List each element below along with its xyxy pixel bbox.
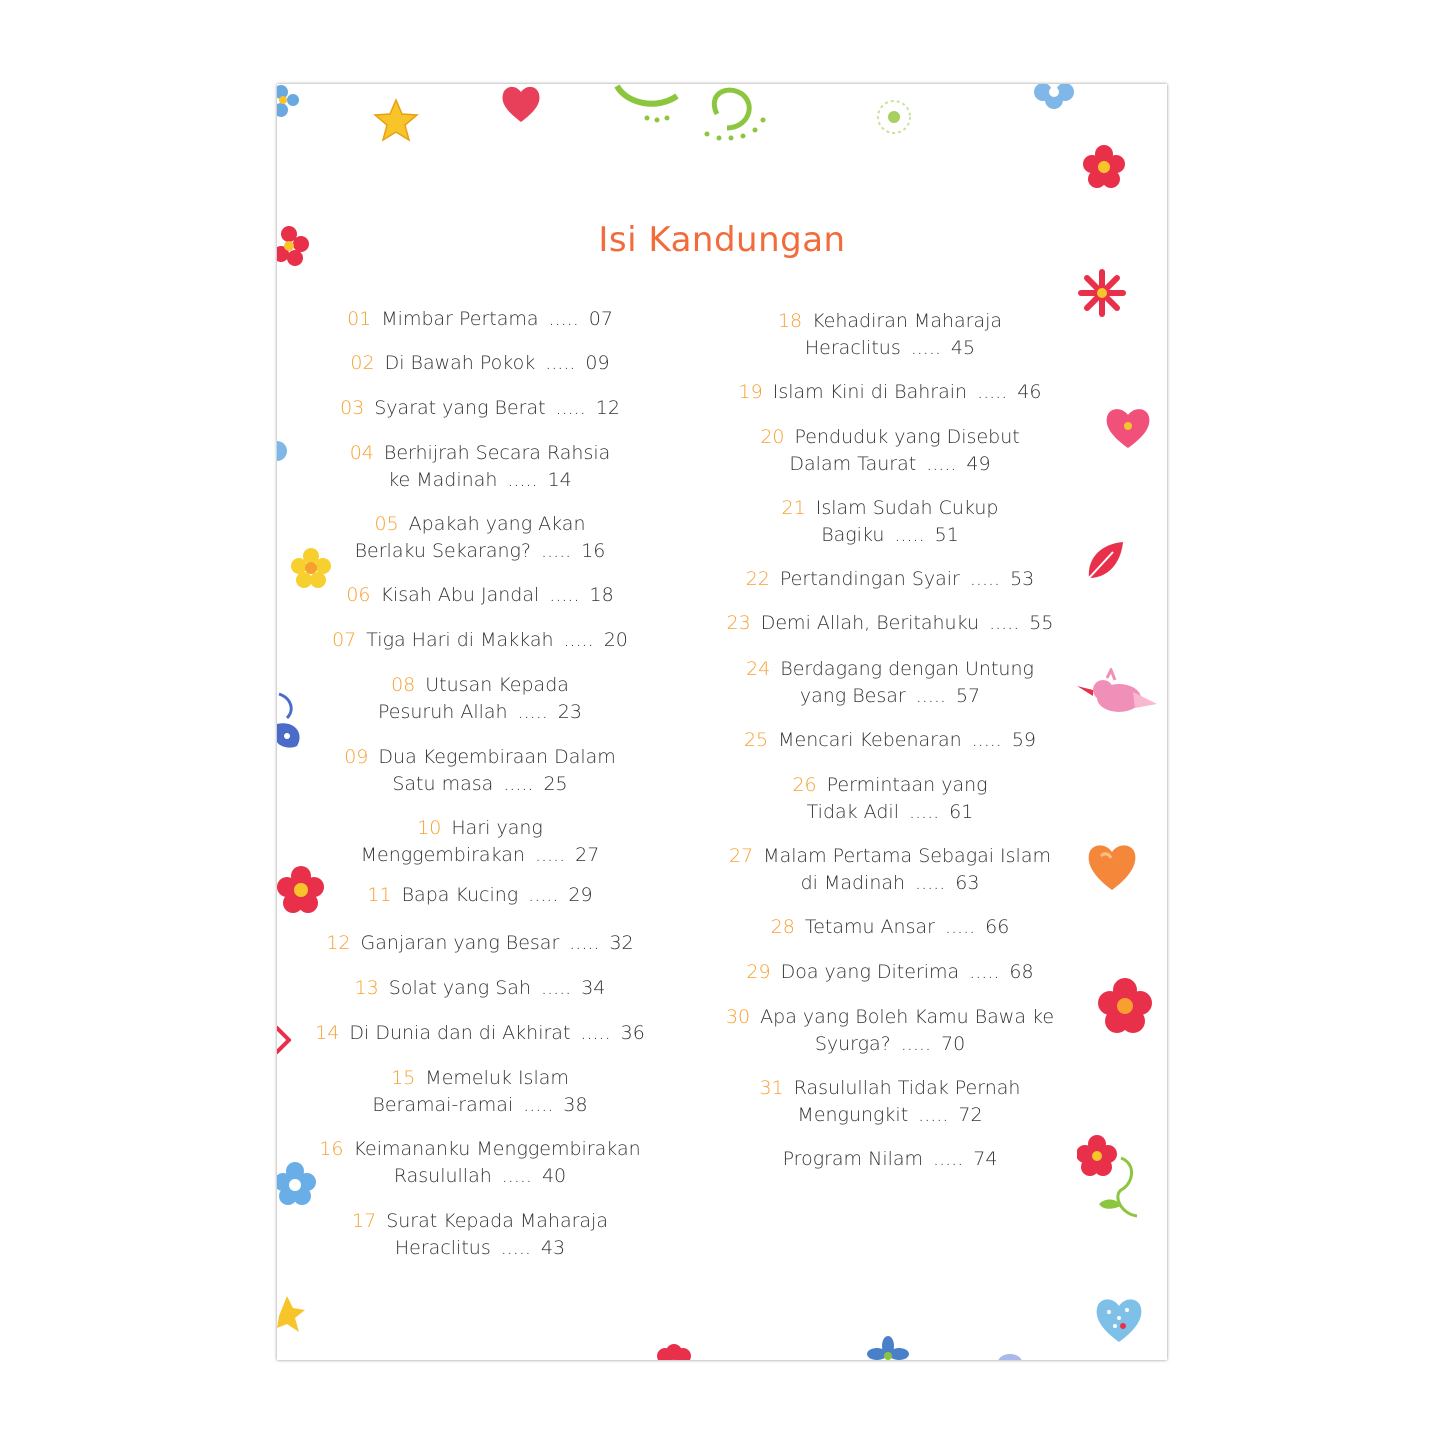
chapter-number: 20 [760, 426, 785, 448]
chapter-title: Tiga Hari di Makkah [366, 629, 554, 651]
leader-dots: ..... [900, 1033, 931, 1055]
chapter-title: Doa yang Diterima [780, 961, 960, 983]
page-number: 74 [973, 1148, 998, 1170]
leader-dots: ..... [989, 612, 1020, 634]
leader-dots: ..... [580, 1022, 611, 1044]
red-flower-icon [1081, 144, 1127, 190]
chapter-title: Kisah Abu Jandal [380, 584, 540, 606]
leader-dots: ..... [528, 884, 559, 906]
toc-entry [690, 379, 1090, 406]
page-number: 09 [585, 352, 610, 374]
leader-dots: ..... [548, 308, 579, 330]
chapter-title-line2: Berlaku Sekarang? [354, 540, 532, 562]
red-heart-icon [499, 84, 543, 124]
chapter-title: Utusan Kepada [425, 674, 569, 696]
chapter-number: 10 [417, 817, 442, 839]
chapter-title-line2: di Madinah [800, 872, 906, 894]
chapter-title: Tetamu Ansar [804, 916, 935, 938]
green-swirl-icon [607, 84, 777, 144]
page-number: 14 [547, 469, 572, 491]
yellow-star-icon [373, 98, 419, 144]
toc-entry [690, 959, 1090, 986]
page-number: 27 [575, 844, 600, 866]
chapter-number: 04 [349, 442, 374, 464]
chapter-number: 03 [340, 397, 365, 419]
chapter-number: 17 [352, 1210, 377, 1232]
chapter-title: Keimananku Menggembirakan [353, 1138, 641, 1160]
chapter-title-line2: ke Madinah [388, 469, 498, 491]
page-number: 59 [1011, 729, 1037, 751]
leader-dots: ..... [894, 524, 925, 546]
chapter-title-line2: Pesuruh Allah [378, 701, 508, 723]
blue-flower-bottom-icon [863, 1334, 913, 1360]
page-number: 20 [603, 629, 628, 651]
page-number: 07 [588, 308, 613, 330]
blue-heart-icon [1093, 1296, 1145, 1344]
leader-dots: ..... [563, 629, 594, 651]
leader-dots: ..... [541, 540, 572, 562]
leader-dots: ..... [541, 977, 572, 999]
orange-heart-icon [1085, 842, 1139, 892]
leader-dots: ..... [915, 685, 946, 707]
page-number: 63 [955, 872, 980, 894]
leader-dots: ..... [501, 1165, 532, 1187]
page-number: 72 [958, 1104, 983, 1126]
chapter-number: 19 [738, 381, 763, 403]
red-flower-right-icon [1097, 978, 1153, 1034]
toc-entry [280, 815, 680, 869]
chapter-title: Di Dunia dan di Akhirat [349, 1022, 571, 1044]
chapter-title: Surat Kepada Maharaja [386, 1210, 608, 1232]
yellow-star-left-icon [277, 1294, 307, 1334]
chapter-title: Rasulullah Tidak Pernah [793, 1077, 1021, 1099]
chapter-title: Ganjaran yang Besar [360, 932, 560, 954]
toc-entry [690, 424, 1090, 478]
page-number: 46 [1017, 381, 1042, 403]
chapter-number: 16 [319, 1138, 344, 1160]
toc-entry [690, 610, 1090, 637]
leader-dots: ..... [908, 801, 940, 823]
page-title: Isi Kandungan [598, 220, 846, 260]
page-number: 23 [557, 701, 582, 723]
page-number: 57 [955, 685, 981, 707]
leader-dots: ..... [500, 1237, 531, 1259]
toc-entry [280, 350, 680, 377]
chapter-number: 29 [746, 961, 771, 983]
page-number: 29 [568, 884, 593, 906]
toc-entry [280, 1136, 680, 1190]
leader-dots: ..... [944, 916, 976, 938]
chapter-title-line2: Beramai-ramai [372, 1094, 514, 1116]
page-number: 40 [541, 1165, 567, 1187]
leader-dots: ..... [969, 568, 1001, 590]
chapter-number: 13 [354, 977, 379, 999]
page-number: 66 [985, 916, 1010, 938]
chapter-title: Permintaan yang [826, 774, 988, 796]
chapter-title-line2: Bagiku [821, 524, 885, 546]
chapter-number: 06 [346, 584, 371, 606]
leader-dots: ..... [915, 872, 946, 894]
chapter-title-line2: yang Besar [799, 685, 906, 707]
chapter-title: Pertandingan Syair [779, 568, 960, 590]
toc-entry [280, 975, 680, 1002]
chapter-title-line2: Heraclitus [394, 1237, 491, 1259]
chapter-number: 08 [391, 674, 416, 696]
page-number: 16 [581, 540, 606, 562]
chapter-number: 21 [781, 497, 806, 519]
chapter-number: 27 [728, 845, 754, 867]
leader-dots: ..... [569, 932, 600, 954]
chapter-title-line2: Menggembirakan [360, 844, 525, 866]
page-number: 70 [940, 1033, 966, 1055]
chapter-title: Berdagang dengan Untung [780, 658, 1034, 680]
chapter-number: 18 [777, 310, 803, 332]
toc-entry [280, 1065, 680, 1119]
blue-flower-corner-icon [277, 84, 301, 120]
leader-dots: ..... [918, 1104, 949, 1126]
page-number: 61 [949, 801, 974, 823]
leader-dots: ..... [507, 469, 538, 491]
chapter-title: Berhijrah Secara Rahsia [383, 442, 611, 464]
chapter-number: 15 [391, 1067, 416, 1089]
page-number: 51 [934, 524, 959, 546]
chapter-number: 12 [326, 932, 351, 954]
chapter-title: Apa yang Boleh Kamu Bawa ke [760, 1006, 1055, 1028]
chapter-number: 31 [759, 1077, 784, 1099]
page-number: 36 [620, 1022, 645, 1044]
toc-entry [280, 395, 680, 422]
toc-entry [690, 843, 1090, 897]
toc-entry [280, 582, 680, 609]
leader-dots: ..... [523, 1094, 554, 1116]
toc-entry [690, 914, 1090, 941]
chapter-title-line2: Mengungkit [797, 1104, 909, 1126]
leader-dots: ..... [926, 453, 957, 475]
chapter-title: Mimbar Pertama [381, 308, 539, 330]
toc-entry [280, 1020, 680, 1047]
page-number: 32 [609, 932, 634, 954]
page-number: 49 [966, 453, 991, 475]
toc-entry [280, 1208, 680, 1262]
toc-entry [280, 930, 680, 957]
chapter-title-line2: Tidak Adil [806, 801, 899, 823]
toc-entry [280, 882, 680, 909]
chapter-title: Mencari Kebenaran [778, 729, 962, 751]
chapter-title-line2: Heraclitus [804, 337, 901, 359]
leader-dots: ..... [517, 701, 548, 723]
toc-entry [690, 656, 1090, 710]
chapter-title: Di Bawah Pokok [384, 352, 536, 374]
page-number: 38 [563, 1094, 588, 1116]
page-number: 53 [1010, 568, 1035, 590]
chapter-title: Demi Allah, Beritahuku [760, 612, 980, 634]
leader-dots: ..... [534, 844, 566, 866]
toc-entry [690, 308, 1090, 362]
chapter-number: 25 [743, 729, 769, 751]
toc-entry [280, 672, 680, 726]
page-number: 45 [950, 337, 976, 359]
toc-entry [690, 566, 1090, 593]
chapter-title: Bapa Kucing [401, 884, 519, 906]
blue-petal-bottom-icon [997, 1348, 1023, 1360]
chapter-number: 14 [315, 1022, 340, 1044]
book-page [277, 84, 1167, 1360]
red-flower-bottom-icon [655, 1344, 693, 1360]
chapter-number: 05 [374, 513, 399, 535]
page-number: 12 [595, 397, 620, 419]
chapter-title: Hari yang [451, 817, 543, 839]
chapter-number: 28 [770, 916, 795, 938]
leader-dots: ..... [549, 584, 580, 606]
toc-entry [280, 744, 680, 798]
green-flower-icon [873, 96, 915, 138]
page-number: 34 [581, 977, 606, 999]
chapter-title-line2: Rasulullah [393, 1165, 492, 1187]
toc-entry [690, 1146, 1090, 1173]
chapter-title: Dua Kegembiraan Dalam [378, 746, 616, 768]
leader-dots: ..... [545, 352, 576, 374]
leader-dots: ..... [555, 397, 586, 419]
leader-dots: ..... [977, 381, 1008, 403]
page-number: 55 [1029, 612, 1054, 634]
leader-dots: ..... [969, 961, 1000, 983]
chapter-title-line2: Syurga? [814, 1033, 891, 1055]
toc-entry [280, 627, 680, 654]
chapter-title: Syarat yang Berat [374, 397, 546, 419]
page-number: 18 [589, 584, 614, 606]
chapter-title: Program Nilam [782, 1148, 924, 1170]
toc-entry [280, 306, 680, 333]
chapter-title: Memeluk Islam [425, 1067, 569, 1089]
toc-entry [280, 511, 680, 565]
chapter-number: 23 [726, 612, 751, 634]
chapter-number: 09 [344, 746, 369, 768]
chapter-title: Islam Sudah Cukup [815, 497, 999, 519]
chapter-number: 26 [792, 774, 817, 796]
toc-entry [690, 1075, 1090, 1129]
chapter-title-line2: Satu masa [392, 773, 494, 795]
toc-entry [280, 440, 680, 494]
chapter-title: Penduduk yang Disebut [794, 426, 1020, 448]
page-number: 43 [540, 1237, 566, 1259]
leader-dots: ..... [503, 773, 534, 795]
toc-entry [690, 727, 1090, 754]
chapter-number: 01 [347, 308, 372, 330]
chapter-number: 30 [725, 1006, 751, 1028]
chapter-title: Kehadiran Maharaja [812, 310, 1003, 332]
leader-dots: ..... [933, 1148, 964, 1170]
page-number: 25 [543, 773, 568, 795]
chapter-number: 02 [350, 352, 375, 374]
chapter-title: Malam Pertama Sebagai Islam [763, 845, 1051, 867]
chapter-number: 07 [332, 629, 357, 651]
toc-entry [690, 1004, 1090, 1058]
pink-heart-icon [1103, 406, 1153, 450]
chapter-title-line2: Dalam Taurat [789, 453, 917, 475]
page-number: 68 [1009, 961, 1034, 983]
chapter-title: Islam Kini di Bahrain [772, 381, 968, 403]
chapter-number: 11 [367, 884, 392, 906]
toc-entry [690, 495, 1090, 549]
chapter-title: Apakah yang Akan [408, 513, 586, 535]
leader-dots: ..... [910, 337, 941, 359]
blue-flower-icon [1029, 84, 1079, 110]
leader-dots: ..... [971, 729, 1002, 751]
chapter-title: Solat yang Sah [388, 977, 531, 999]
toc-entry [690, 772, 1090, 826]
chapter-number: 24 [746, 658, 771, 680]
chapter-number: 22 [745, 568, 770, 590]
